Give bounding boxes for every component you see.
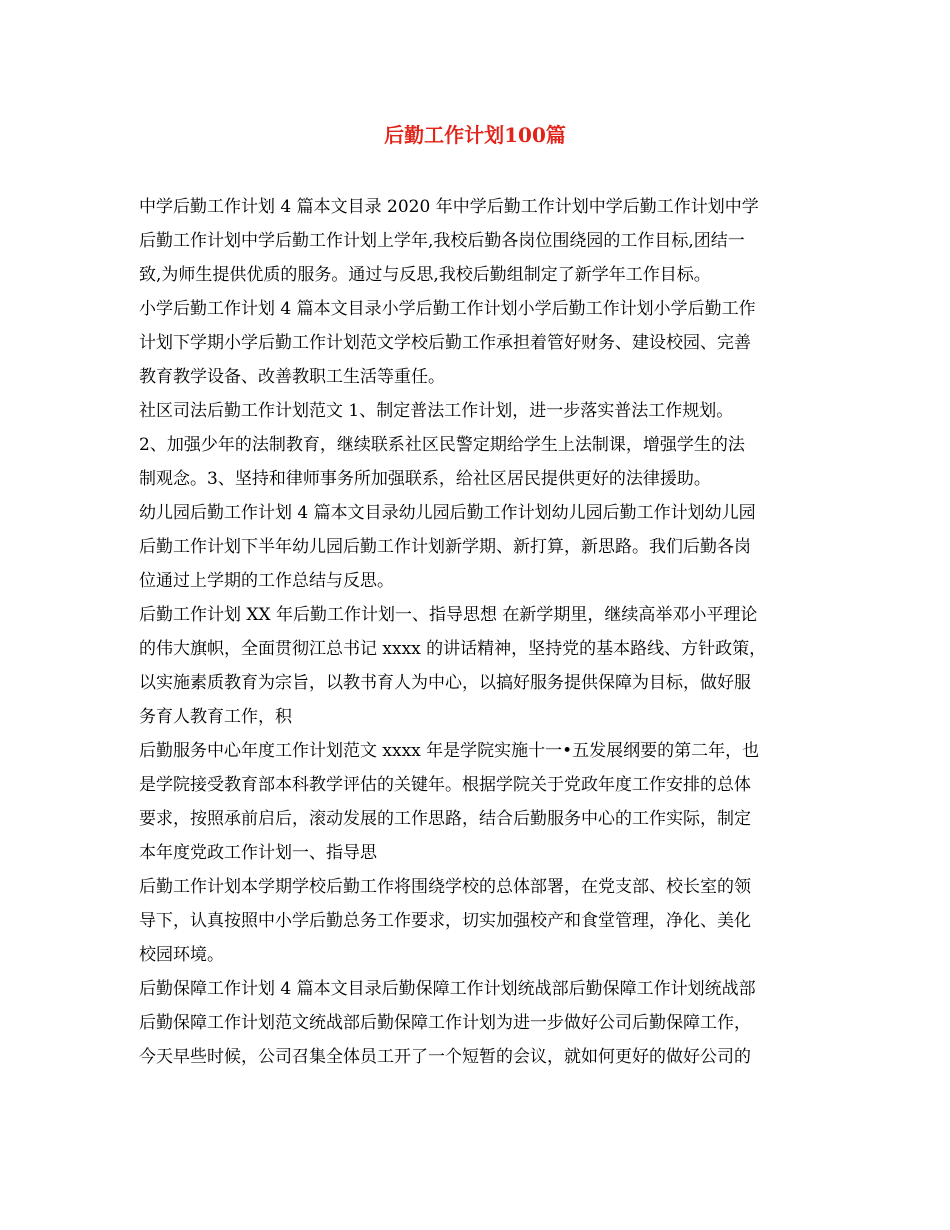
- body-text-line: 后勤工作计划本学期学校后勤工作将围绕学校的总体部署，在党支部、校长室的领: [139, 877, 751, 897]
- body-text-line: 幼儿园后勤工作计划 4 篇本文目录幼儿园后勤工作计划幼儿园后勤工作计划幼儿园: [139, 503, 756, 523]
- body-text-line: 致,为师生提供优质的服务。通过与反思,我校后勤组制定了新学年工作目标。: [139, 265, 711, 285]
- body-text-line: 后勤服务中心年度工作计划范文 xxxx 年是学院实施十一•五发展纲要的第二年，也: [139, 741, 760, 761]
- body-text-line: 2、加强少年的法制教育，继续联系社区民警定期给学生上法制课，增强学生的法: [139, 435, 745, 455]
- body-text-line: 务育人教育工作，积: [139, 707, 292, 727]
- body-text-line: 以实施素质教育为宗旨，以教书育人为中心，以搞好服务提供保障为目标，做好服: [139, 673, 751, 693]
- body-text-line: 的伟大旗帜，全面贯彻江总书记 xxxx 的讲话精神，坚持党的基本路线、方针政策，: [139, 639, 767, 659]
- body-text-line: 社区司法后勤工作计划范文 1、制定普法工作计划，进一步落实普法工作规划。: [139, 401, 734, 421]
- body-text-line: 制观念。3、坚持和律师事务所加强联系，给社区居民提供更好的法律援助。: [139, 469, 711, 489]
- body-text-line: 中学后勤工作计划 4 篇本文目录 2020 年中学后勤工作计划中学后勤工作计划中学: [139, 197, 759, 217]
- body-text-line: 本年度党政工作计划一、指导思: [139, 843, 377, 863]
- body-text-line: 位通过上学期的工作总结与反思。: [139, 571, 394, 591]
- body-text-line: 教育教学设备、改善教职工生活等重任。: [139, 367, 445, 387]
- body-text-line: 后勤保障工作计划 4 篇本文目录后勤保障工作计划统战部后勤保障工作计划统战部: [139, 979, 756, 999]
- body-text-line: 导下，认真按照中小学后勤总务工作要求，切实加强校产和食堂管理，净化、美化: [139, 911, 751, 931]
- body-text-line: 今天早些时候，公司召集全体员工开了一个短暂的会议，就如何更好的做好公司的: [139, 1047, 751, 1067]
- document-title: 后勤工作计划100篇: [384, 123, 566, 147]
- body-text-line: 小学后勤工作计划 4 篇本文目录小学后勤工作计划小学后勤工作计划小学后勤工作: [139, 299, 756, 319]
- body-text-line: 后勤工作计划下半年幼儿园后勤工作计划新学期、新打算，新思路。我们后勤各岗: [139, 537, 751, 557]
- body-text-line: 校园环境。: [139, 945, 224, 965]
- document-body: [139, 190, 811, 1074]
- body-text-line: 计划下学期小学后勤工作计划范文学校后勤工作承担着管好财务、建设校园、完善: [139, 333, 751, 353]
- body-text-line: 是学院接受教育部本科教学评估的关键年。根据学院关于党政年度工作安排的总体: [139, 775, 751, 795]
- body-text-line: 后勤工作计划中学后勤工作计划上学年,我校后勤各岗位围绕园的工作目标,团结一: [139, 231, 745, 251]
- body-text-line: 后勤保障工作计划范文统战部后勤保障工作计划为进一步做好公司后勤保障工作，: [139, 1013, 751, 1033]
- body-text-line: 后勤工作计划 XX 年后勤工作计划一、指导思想 在新学期里，继续高举邓小平理论: [139, 605, 758, 625]
- body-text-line: 要求，按照承前启后，滚动发展的工作思路，结合后勤服务中心的工作实际，制定: [139, 809, 751, 829]
